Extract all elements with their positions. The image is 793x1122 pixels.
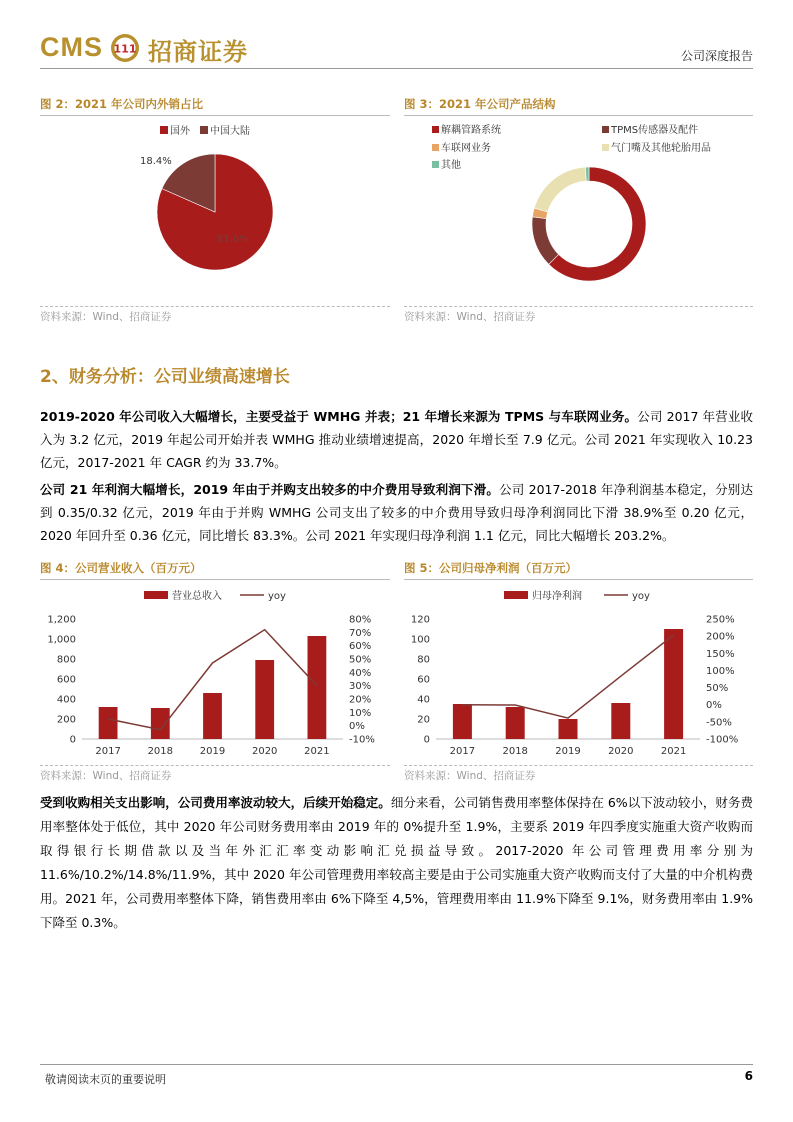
fig5-ytick-left: 40 <box>417 694 430 706</box>
fig5-ytick-left: 60 <box>417 674 430 686</box>
fig4-ytick-left: 800 <box>56 654 76 666</box>
fig4-xtick: 2019 <box>199 746 226 757</box>
fig4-legend-bar-swatch <box>144 591 168 599</box>
fig2-data-label-1: 18.4% <box>140 156 172 167</box>
fig3-slice-1 <box>532 217 559 264</box>
fig5-ytick-left: 0 <box>423 734 430 746</box>
fig5-top-rule <box>404 579 753 580</box>
fig4-ytick-right: 50% <box>349 654 372 666</box>
fig5-bar <box>453 704 472 739</box>
fig4-ytick-right: 70% <box>349 627 372 639</box>
fig4-bar <box>99 707 118 739</box>
fig4-source: 资料来源：Wind、招商证券 <box>40 770 172 782</box>
fig5-ytick-left: 100 <box>410 634 430 646</box>
paragraph-profit <box>40 478 753 547</box>
fig4-legend-bar-label: 营业总收入 <box>172 591 222 602</box>
fig4-bar <box>308 636 327 739</box>
page-number: 6 <box>744 1069 753 1083</box>
fig3-legend-swatch-4 <box>432 161 439 168</box>
fig3-legend-label-1: TPMS传感器及配件 <box>611 125 699 136</box>
fig4-ytick-left: 600 <box>56 674 76 686</box>
fig4-bar <box>255 660 274 739</box>
fig5-ytick-left: 80 <box>417 654 430 666</box>
fig4-xtick: 2020 <box>251 746 278 757</box>
fig4-ytick-right: 10% <box>349 707 372 719</box>
fig4-ytick-right: 60% <box>349 641 372 653</box>
fig5-xtick: 2019 <box>555 746 581 757</box>
fig5-ytick-right: -50% <box>706 717 732 729</box>
fig5-bar <box>506 707 525 739</box>
fig2-legend-label-0: 国外 <box>170 126 190 137</box>
fig3-top-rule <box>404 115 753 116</box>
fig5-bottom-rule <box>404 765 753 766</box>
fig5-ytick-right: 200% <box>706 631 735 643</box>
fig5-ytick-left: 120 <box>410 614 430 626</box>
fig5-bar <box>611 703 630 739</box>
fig5-source: 资料来源：Wind、招商证券 <box>404 770 536 782</box>
paragraph-expenses <box>40 791 753 935</box>
fig3-legend-label-0: 解耦管路系统 <box>441 125 501 136</box>
fig4-xtick: 2017 <box>95 746 121 757</box>
fig5-yoy-line <box>462 635 673 718</box>
fig2-legend-swatch-1 <box>200 126 208 134</box>
fig2-legend-swatch-0 <box>160 126 168 134</box>
fig4-ytick-right: -10% <box>349 734 375 746</box>
fig5-legend-bar-label: 归母净利润 <box>532 591 582 602</box>
cms-logo-text: CMS <box>40 32 103 62</box>
fig5-title: 图 5：公司归母净利润（百万元） <box>404 561 578 575</box>
fig5-legend-bar-swatch <box>504 591 528 599</box>
fig4-ytick-right: 20% <box>349 694 372 706</box>
fig3-legend-label-2: 车联网业务 <box>441 143 491 154</box>
fig5-legend-line-label: yoy <box>632 591 650 602</box>
fig3-legend-swatch-3 <box>602 144 609 151</box>
footer-rule <box>40 1064 753 1065</box>
fig5-ytick-right: 100% <box>706 665 735 677</box>
fig4-ytick-left: 0 <box>69 734 76 746</box>
fig5-bar <box>558 719 577 739</box>
fig2-top-rule <box>40 115 390 116</box>
fig4-ytick-right: 30% <box>349 681 372 693</box>
fig4-combo-chart <box>40 582 390 762</box>
paragraph-revenue-lead: 2019-2020 年公司收入大幅增长，主要受益于 WMHG 并表；21 年增长来源为 TPMS 与车联网业务。 <box>40 409 638 424</box>
fig2-legend-label-1: 中国大陆 <box>210 126 250 137</box>
paragraph-revenue <box>40 405 753 474</box>
fig5-combo-chart <box>404 582 753 762</box>
fig4-bar <box>151 708 170 739</box>
fig4-top-rule <box>40 579 390 580</box>
fig4-xtick: 2018 <box>147 746 174 757</box>
fig5-bar <box>664 629 683 739</box>
paragraph-profit-lead: 公司 21 年利润大幅增长，2019 年由于并购支出较多的中介费用导致利润下滑。 <box>40 482 500 497</box>
fig4-bar <box>203 693 222 739</box>
fig5-xtick: 2021 <box>660 746 687 757</box>
fig5-ytick-left: 20 <box>417 714 430 726</box>
fig4-ytick-left: 1,200 <box>47 614 76 626</box>
logo-mark-text: 111 <box>113 42 137 56</box>
fig2-title: 图 2：2021 年公司内外销占比 <box>40 97 204 111</box>
fig5-ytick-right: 50% <box>706 683 729 695</box>
fig4-ytick-right: 0% <box>349 721 365 733</box>
paragraph-profit-body: 公司 2017-2018 年净利润基本稳定，分别达到 0.35/0.32 亿元，2019 年由于并购 WMHG 公司支出了较多的中介费用导致归母净利润同比下滑 38.9%至 0.20 亿元，2020 年回升至 0.36 亿元，同比增长 83.3%。公司 2021 年实现归母净利润 1.1 亿元，同比大幅增长 203.2%。 <box>40 482 753 543</box>
fig3-legend-swatch-1 <box>602 126 609 133</box>
fig5-ytick-right: -100% <box>706 734 739 746</box>
fig3-legend-label-4: 其他 <box>441 160 461 171</box>
fig4-title: 图 4：公司营业收入（百万元） <box>40 561 202 575</box>
fig2-pie-chart <box>40 118 390 304</box>
fig2-bottom-rule <box>40 306 390 307</box>
fig5-xtick: 2020 <box>608 746 634 757</box>
fig3-slice-3 <box>534 167 586 212</box>
fig4-xtick: 2021 <box>304 746 330 757</box>
paragraph-expenses-body: 细分来看，公司销售费用率整体保持在 6%以下波动较小，财务费用率整体处于低位，其中 2020 年公司财务费用率由 2019 年的 0%提升至 1.9%，主要系 2019 年四季度实施重大资产收购而取得银行长期借款以及当年外汇汇率变动影响汇兑损益导致。2017-2020 年公司管理费用率分别为 11.6%/10.2%/14.8%/11.9%，其中 2020 年公司管理费用率较高主要是由于公司实施重大资产收购而支付了大量的中介机构费用。2021 年，公司费用率整体下降，销售费用率由 6%下降至 4,5%，管理费用率由 11.9%下降至 9.1%，财务费用率由 1.9%下降至 0.3%。 <box>40 795 753 930</box>
fig3-source: 资料来源：Wind、招商证券 <box>404 311 536 323</box>
company-name: 招商证券 <box>148 38 248 66</box>
footer-notice: 敬请阅读末页的重要说明 <box>45 1073 166 1086</box>
fig2-source: 资料来源：Wind、招商证券 <box>40 311 172 323</box>
fig5-xtick: 2017 <box>449 746 476 757</box>
fig4-ytick-left: 200 <box>56 714 76 726</box>
section-title: 2、财务分析：公司业绩高速增长 <box>40 367 290 387</box>
fig4-ytick-right: 80% <box>349 614 372 626</box>
fig5-ytick-right: 150% <box>706 648 735 660</box>
fig4-ytick-right: 40% <box>349 667 372 679</box>
fig3-legend-swatch-0 <box>432 126 439 133</box>
paragraph-expenses-lead: 受到收购相关支出影响，公司费用率波动较大，后续开始稳定。 <box>40 795 391 810</box>
fig5-ytick-right: 0% <box>706 700 722 712</box>
fig4-legend-line-label: yoy <box>268 591 286 602</box>
fig4-bottom-rule <box>40 765 390 766</box>
fig4-ytick-left: 1,000 <box>47 634 76 646</box>
fig5-xtick: 2018 <box>502 746 528 757</box>
fig3-donut-chart <box>404 118 753 304</box>
fig3-legend-swatch-2 <box>432 144 439 151</box>
paragraph-revenue-body: 公司 2017 年营业收入为 3.2 亿元，2019 年起公司开始并表 WMHG 推动业绩增速提高，2020 年增长至 7.9 亿元。公司 2021 年实现收入 10.23 亿元，2017-2021 年 CAGR 约为 33.7%。 <box>40 409 753 470</box>
header-rule <box>40 68 753 69</box>
fig4-ytick-left: 400 <box>56 694 76 706</box>
document-type: 公司深度报告 <box>680 49 753 63</box>
cms-logo-icon <box>110 33 140 63</box>
fig5-ytick-right: 250% <box>706 614 735 626</box>
fig3-title: 图 3：2021 年公司产品结构 <box>404 97 556 111</box>
fig2-data-label-0: 81.6% <box>217 234 249 245</box>
fig3-legend-label-3: 气门嘴及其他轮胎用品 <box>611 143 711 154</box>
fig3-bottom-rule <box>404 306 753 307</box>
fig3-slice-4 <box>585 167 589 181</box>
